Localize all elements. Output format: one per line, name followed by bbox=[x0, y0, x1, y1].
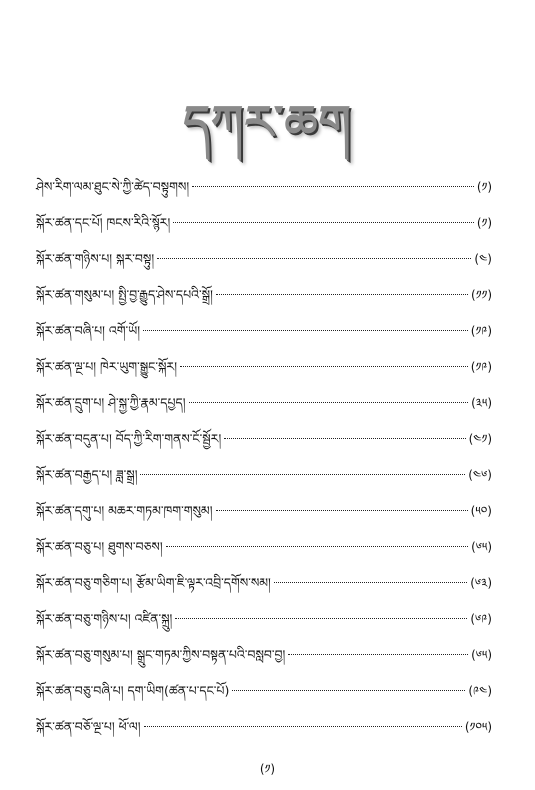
toc-entry-title: སྐོར་ཚན་དང་པོ། ཁངས་རིའི་སྙོར། bbox=[36, 215, 171, 230]
toc-row bbox=[36, 392, 492, 428]
dot-leader bbox=[143, 330, 468, 331]
dot-leader bbox=[144, 726, 462, 727]
toc-row bbox=[36, 680, 492, 716]
toc-page-number: (༡༩) bbox=[470, 324, 492, 338]
toc-entry-title: ཤེས་རིག་ལམ་ཐུང་སེ་ཀྱི་ཚེད་བསྟུགས། bbox=[36, 179, 190, 194]
toc-page-number: (༦༣) bbox=[470, 576, 492, 590]
toc-row bbox=[36, 248, 492, 284]
dot-leader bbox=[140, 474, 465, 475]
toc-row bbox=[36, 500, 492, 536]
toc-page-number: (༦༥) bbox=[471, 540, 492, 554]
page-title: དཀར་ཆག bbox=[183, 95, 352, 149]
toc-page-number: (༦༩) bbox=[470, 612, 492, 626]
dot-leader bbox=[224, 438, 465, 439]
toc-entry-title: སྐོར་ཚན་གཉིས་པ། སྐར་བསྟུ། bbox=[36, 251, 155, 266]
dot-leader bbox=[216, 510, 468, 511]
toc-row bbox=[36, 356, 492, 392]
dot-leader bbox=[216, 294, 468, 295]
toc-page-number: (༣༥) bbox=[471, 396, 492, 410]
toc-entry-title: སྐོར་ཚན་བཅོ་ལྔ་པ། ཕོ་ལ། bbox=[36, 719, 141, 734]
toc-page-number: (༦༥) bbox=[471, 648, 492, 662]
toc-entry-title: སྐོར་ཚན་གསུམ་པ། སྤྱི་བྱ་རྒྱུད་ཤེས་དཔའི་སྒྲོ། bbox=[36, 287, 213, 302]
toc-page-number: (༡) bbox=[476, 216, 492, 230]
dot-leader bbox=[166, 546, 468, 547]
toc-row bbox=[36, 536, 492, 572]
dot-leader bbox=[192, 186, 474, 187]
toc-row bbox=[36, 644, 492, 680]
toc-page-number: (༡༩) bbox=[470, 360, 492, 374]
toc-entry-title: སྐོར་ཚན་དགུ་པ། མཆར་གཏམ་ཁག་གསུམ། bbox=[36, 503, 213, 518]
dot-leader bbox=[189, 402, 469, 403]
dot-leader bbox=[157, 258, 471, 259]
toc-entry-title: སྐོར་ཚན་བཅུ་གཉིས་པ། འཛིན་སྐྲུ། bbox=[36, 611, 173, 626]
toc-entry-title: སྐོར་ཚན་བཅུ་པ། ཐུགས་བཅས། bbox=[36, 539, 163, 554]
toc-entry-title: སྐོར་ཚན་བརྒྱད་པ། ཟླ་སྒྲ། bbox=[36, 467, 138, 482]
toc-entry-title: སྐོར་ཚན་བཅུ་བཞི་པ། དག་ཡིག(ཚན་པ་དང་པོ) bbox=[36, 683, 230, 698]
toc-page-number: (༥༠) bbox=[470, 504, 492, 518]
toc-page-number: (༡༡) bbox=[471, 288, 492, 302]
toc-entry-title: སྐོར་ཚན་དྲུག་པ། ཤེ་སྐྱ་ཀྱི་རྣམ་དཔྱད། bbox=[36, 395, 186, 410]
toc-row bbox=[36, 212, 492, 248]
toc-page-number: (༤༡) bbox=[468, 432, 492, 446]
page-number: (༡) bbox=[259, 762, 276, 776]
toc-row bbox=[36, 572, 492, 608]
dot-leader bbox=[173, 222, 474, 223]
toc-page-number: (༤) bbox=[474, 252, 492, 266]
toc-page-number: (༡༠༥) bbox=[464, 720, 492, 734]
toc-row bbox=[36, 608, 492, 644]
toc-row bbox=[36, 284, 492, 320]
toc-row bbox=[36, 716, 492, 752]
toc-entry-title: སྐོར་ཚན་བཅུ་གསུམ་པ། སྒྲུང་གཏམ་ཀྱིས་བསྟན་པའི་བསླབ་བྱ། bbox=[36, 647, 286, 662]
toc-page-number: (༡) bbox=[476, 180, 492, 194]
table-of-contents bbox=[36, 176, 492, 752]
dot-leader bbox=[175, 618, 467, 619]
toc-entry-title: སྐོར་ཚན་ལྔ་པ། ཁེར་ཡུག་སྒྱུང་སྐོར། bbox=[36, 359, 177, 374]
toc-row bbox=[36, 464, 492, 500]
dot-leader bbox=[180, 366, 468, 367]
toc-entry-title: སྐོར་ཚན་བཞི་པ། འགོ་ཡོ། bbox=[36, 323, 140, 338]
toc-page-number: (༤༦) bbox=[468, 468, 492, 482]
toc-row bbox=[36, 176, 492, 212]
dot-leader bbox=[274, 582, 467, 583]
toc-row bbox=[36, 428, 492, 464]
toc-page-number: (༩༤) bbox=[468, 684, 492, 698]
dot-leader bbox=[288, 654, 468, 655]
toc-entry-title: སྐོར་ཚན་བདུན་པ། བོད་ཀྱི་རིག་གནས་ངོ་སྦྱོར། bbox=[36, 431, 222, 446]
toc-row bbox=[36, 320, 492, 356]
toc-entry-title: སྐོར་ཚན་བཅུ་གཅིག་པ། རྩོམ་ཡིག་ཇི་ལྟར་འབྲི་དགོས་སམ། bbox=[36, 575, 271, 590]
dot-leader bbox=[232, 690, 465, 691]
